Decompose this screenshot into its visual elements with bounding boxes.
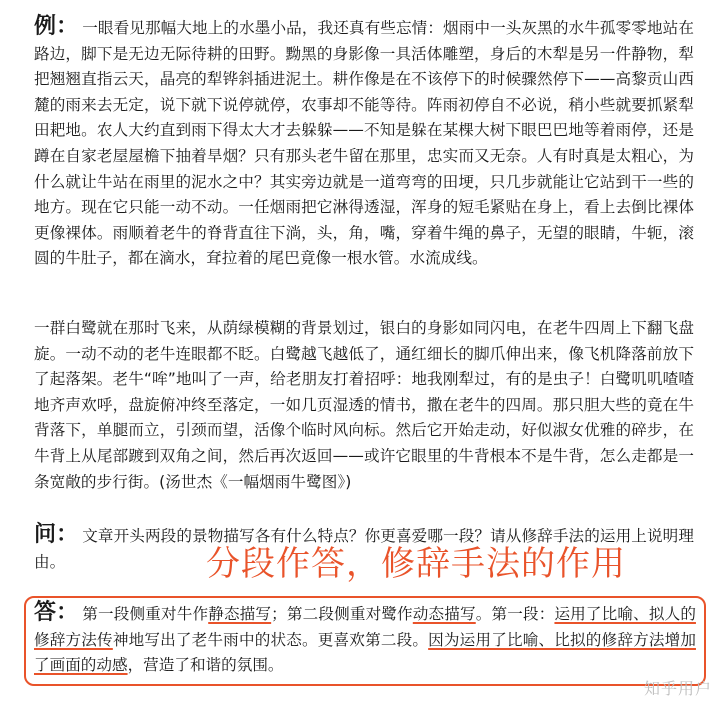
answer-segment-3: 。第一段： (475, 605, 555, 623)
answer-segment-2: ；第二段侧重对鹭作 (271, 605, 413, 623)
answer-segment-1: 第一段侧重对牛作 (82, 605, 209, 623)
answer-underline-dynamic: 动态描写 (412, 605, 476, 623)
handwritten-annotation: 分段作答，修辞手法的作用 (206, 544, 626, 584)
answer-label: 答： (34, 600, 79, 625)
answer-underline-static: 静态描写 (208, 605, 272, 623)
answer-underline-rhetoric-1: 运用了比喻、拟人的修辞方法传 (34, 605, 696, 649)
example-paragraph-1-text: 一眼看见那幅大地上的水墨小品，我还真有些忘情：烟雨中一头灰黑的水牛孤零零地站在路边，脚下是无边无际待耕的田野。黝黑的身影像一具活体雕塑，身后的木犁是另一件静物，犁把翘翘直指云天，晶亮的犁铧斜插进泥土。耕作像是在不该停下的时候骤然停下——高黎贡山西麓的雨来去无定，说下就下说停就停，农事却不能等待。阵雨初停自不必说，稍小些就要抓紧犁田耙地。农人大约直到雨下得太大才去躲躲——不知是躲在某棵大树下眼巴巴地等着雨停，还是蹲在自家老屋屋檐下抽着旱烟？只有那头老牛留在那里，忠实而又无奈。人有时真是太粗心，为什么就让牛站在雨里的泥水之中？其实旁边就是一道弯弯的田埂，只几步就能让它站到干一些的地方。现在它只能一动不动。一任烟雨把它淋得透湿，浑身的短毛紧贴在身上，看上去倒比裸体更像裸体。雨顺着老牛的脊背直往下淌，头，角，嘴，穿着牛绳的鼻子，无望的眼睛，牛轭，滚圆的牛肚子，都在滴水，耷拉着的尾巴竟像一根水管。水流成线。 (34, 19, 695, 268)
example-paragraph-2-text: 一群白鹭就在那时飞来，从荫绿模糊的背景划过，银白的身影如同闪电，在老牛四周上下翻飞盘旋。一动不动的老牛连眼都不眨。白鹭越飞越低了，通红细长的脚爪伸出来，像飞机降落前放下了起落架。老牛“哞”地叫了一声，给老朋友打着招呼：地我刚犁过，有的是虫子！白鹭叽叽喳喳地齐声欢呼，盘旋俯冲终至落定，一如几页湿透的情书，撒在老牛的四周。那只胆大些的竟在牛背落下，单腿而立，引颈而望，活像个临时风向标。然后它开始走动，好似淑女优雅的碎步，在牛背上从尾部踱到双角之间，然后再次返回——或许它眼里的牛背根本不是牛背，怎么走都是一条宽敞的步行街。(汤世杰《一幅烟雨牛鹭图》) (34, 319, 694, 491)
question-label: 问： (34, 522, 79, 547)
answer-segment-4: 神地写出了老牛雨中的状态。更喜欢第二段。 (112, 630, 429, 649)
answer-underline-rhetoric-2: 因为运用了比喻、比拟的修辞方法增加了画面的动感 (34, 630, 696, 675)
watermark: 知乎用户 (643, 679, 712, 698)
example-paragraph-1 (34, 14, 694, 272)
answer-paragraph (34, 600, 696, 679)
example-label: 例： (34, 14, 79, 39)
example-paragraph-2 (34, 316, 694, 495)
answer-segment-5: ，营造了和谐的氛围。 (127, 656, 284, 675)
question-text: 文章开头两段的景物描写各有什么特点？你更喜爱哪一段？请从修辞手法的运用上说明理由。 (34, 527, 695, 571)
